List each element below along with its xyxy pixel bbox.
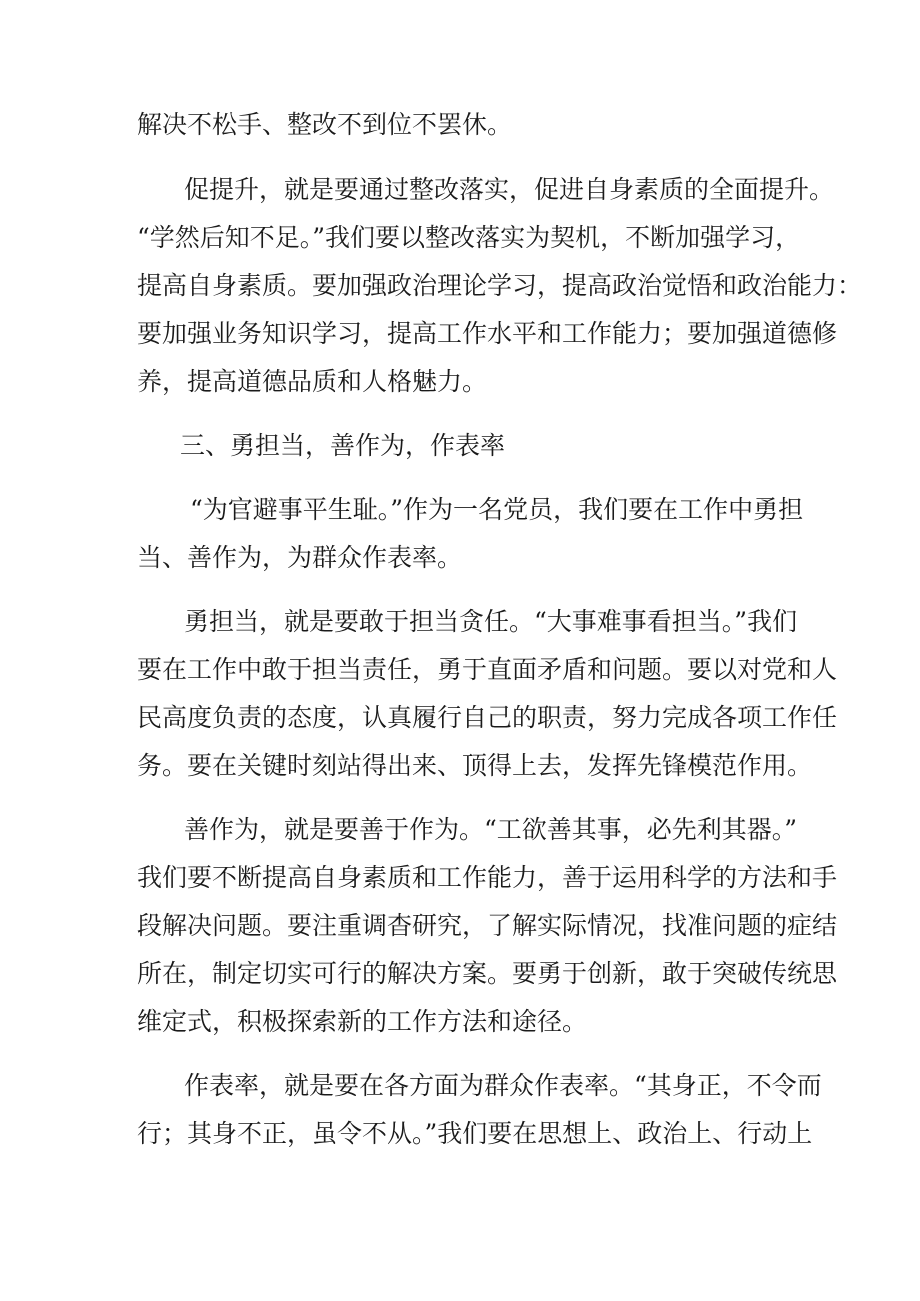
paragraph-line: 行；其身不正，虽令不从。”我们要在思想上、政治上、行动上: [137, 1119, 813, 1148]
section-heading: 三、勇担当，善作为，作表率: [180, 431, 506, 460]
paragraph-line: 提高自身素质。要加强政治理论学习，提高政治觉悟和政治能力：: [137, 271, 863, 300]
paragraph-line: 段解决问题。要注重调杳研究，了解实际情况，找准问题的症结: [137, 911, 838, 940]
paragraph-line: 解决不松手、整改不到位不罢休。: [137, 110, 513, 139]
paragraph-line: 要加强业务知识学习，提高工作水平和工作能力；要加强道德修: [137, 319, 838, 348]
paragraph-line: 务。要在关键时刻站得出来、顶得上去，发挥先锋模范作用。: [137, 751, 813, 780]
paragraph-line: 所在，制定切实可行的解决方案。要勇于创新，敢于突破传统思: [137, 959, 838, 988]
paragraph-line: 当、善作为，为群众作表率。: [137, 543, 463, 572]
paragraph-line: 作表率，就是要在各方面为群众作表率。“其身正，不令而: [184, 1071, 822, 1100]
paragraph-line: 维定式，积极探索新的工作方法和途径。: [137, 1007, 588, 1036]
paragraph-line: 养，提高道德品质和人格魅力。: [137, 367, 488, 396]
paragraph-line: 促提升，就是要通过整改落实，促进自身素质的全面提升。: [184, 175, 835, 204]
paragraph-line: 勇担当，就是要敢于担当贪任。“大事难事看担当。”我们: [184, 607, 798, 636]
paragraph-line: 民高度负责的态度，认真履行自己的职责，努力完成各项工作任: [137, 703, 838, 732]
paragraph-line: 要在工作中敢于担当责任，勇于直面矛盾和问题。要以对党和人: [137, 655, 838, 684]
paragraph-line: “为官避事平生耻。”作为一名党员，我们要在工作中勇担: [190, 495, 804, 524]
paragraph-line: “学然后知不足。”我们要以整改落实为契机，不断加强学习，: [137, 223, 801, 252]
paragraph-line: 善作为，就是要善于作为。“工欲善其事，必先利其器。”: [184, 815, 798, 844]
paragraph-line: 我们要不断提高自身素质和工作能力，善于运用科学的方法和手: [137, 863, 838, 892]
